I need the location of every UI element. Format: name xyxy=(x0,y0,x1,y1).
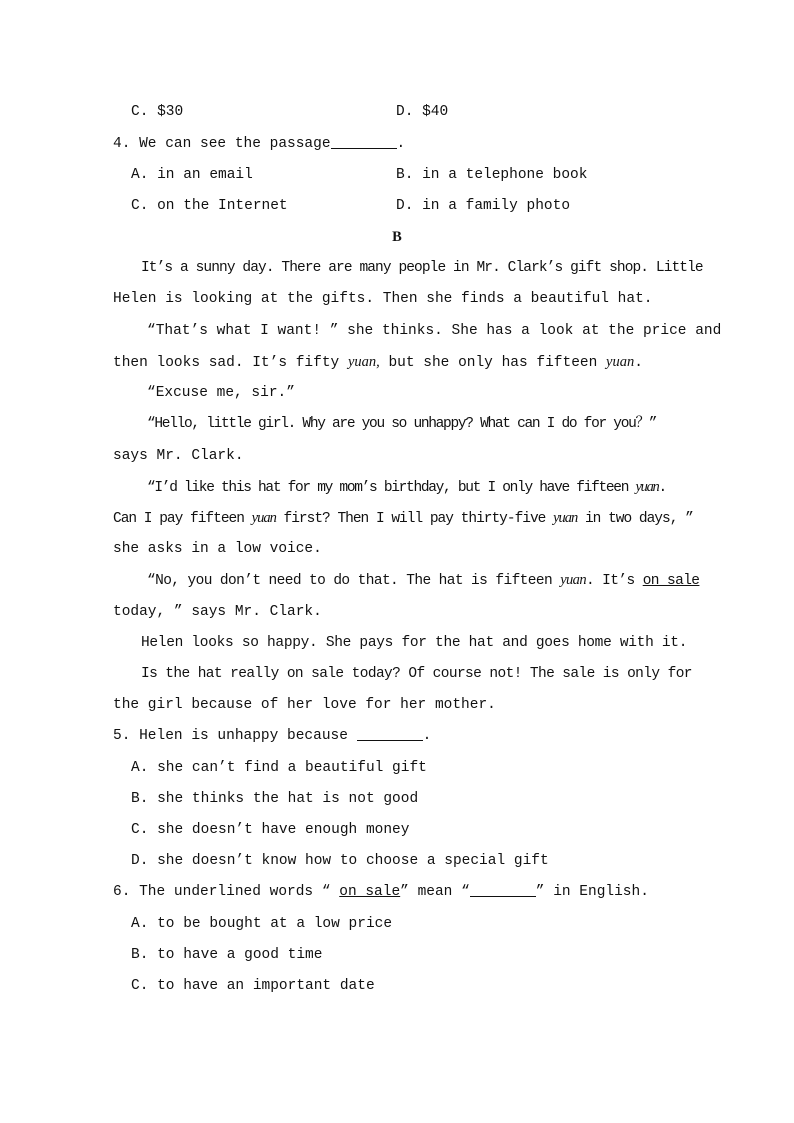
q4-option-d: D. in a family photo xyxy=(396,198,571,214)
answer-blank xyxy=(470,882,536,897)
q6-stem-end: ” in English. xyxy=(535,884,649,900)
answer-blank xyxy=(357,726,423,741)
q4-option-b: B. in a telephone book xyxy=(396,167,588,183)
q5-option-d: D. she doesn’t know how to choose a special gift xyxy=(131,853,549,869)
text-italic: yuan, xyxy=(347,354,380,370)
q4-option-a: A. in an email xyxy=(131,167,253,183)
text: . It’s xyxy=(585,573,643,589)
text: but she only has fifteen xyxy=(379,355,607,371)
q5-stem-text: 5. Helen is unhappy because xyxy=(113,728,357,744)
text-italic: yuan xyxy=(553,510,578,526)
q6-option-c: C. to have an important date xyxy=(131,978,375,994)
q3-option-d: D. $40 xyxy=(396,104,449,120)
text-italic: yuan xyxy=(251,510,276,526)
section-heading-b: B xyxy=(392,229,402,245)
passage-line xyxy=(113,352,643,373)
underlined-words: on sale xyxy=(339,884,401,900)
passage-line: Helen is looking at the gifts. Then she finds a beautiful hat. xyxy=(113,291,653,307)
q6-option-b: B. to have a good time xyxy=(131,947,323,963)
text: . xyxy=(658,480,666,496)
text: . xyxy=(634,355,643,371)
answer-blank xyxy=(331,134,397,149)
text: “I’d like this hat for my mom’s birthday, but I only have fifteen xyxy=(147,480,636,496)
q4-stem-end: . xyxy=(396,136,406,152)
passage-line xyxy=(147,477,666,498)
q5-option-a: A. she can’t find a beautiful gift xyxy=(131,760,427,776)
passage-line: Is the hat really on sale today? Of course not! The sale is only for xyxy=(141,666,692,682)
passage-line: It’s a sunny day. There are many people in Mr. Clark’s gift shop. Little xyxy=(141,260,703,276)
passage-line: “Hello, little girl. Why are you so unhappy? What can I do for you？” xyxy=(147,416,657,432)
q4-option-c: C. on the Internet xyxy=(131,198,288,214)
q5-stem xyxy=(113,726,431,746)
passage-line: today, ” says Mr. Clark. xyxy=(113,604,322,620)
underlined-words: on sale xyxy=(642,573,700,589)
text: in two days, ” xyxy=(577,511,693,527)
passage-line: the girl because of her love for her mother. xyxy=(113,697,496,713)
text-italic: yuan xyxy=(635,479,659,495)
q4-stem-text: 4. We can see the passage xyxy=(113,136,331,152)
passage-line: “Excuse me, sir.” xyxy=(147,385,295,401)
q5-option-b: B. she thinks the hat is not good xyxy=(131,791,419,807)
q5-option-c: C. she doesn’t have enough money xyxy=(131,822,410,838)
text: then looks sad. It’s fifty xyxy=(113,355,348,371)
passage-line: Helen looks so happy. She pays for the hat and goes home with it. xyxy=(141,635,688,651)
text: first? Then I will pay thirty-five xyxy=(275,511,554,527)
text-italic: yuan xyxy=(560,572,586,588)
passage-line xyxy=(147,570,699,591)
q5-stem-end: . xyxy=(422,728,432,744)
q6-stem-text: 6. The underlined words “ xyxy=(113,884,340,900)
text: “No, you don’t need to do that. The hat is fifteen xyxy=(147,573,561,589)
passage-line: “That’s what I want! ” she thinks. She has a look at the price and xyxy=(147,323,722,339)
q3-option-c: C. $30 xyxy=(131,104,184,120)
text-italic: yuan xyxy=(606,354,635,370)
passage-line xyxy=(113,508,693,529)
text: Can I pay fifteen xyxy=(113,511,252,527)
q4-stem xyxy=(113,134,405,154)
q6-stem-text: ” mean “ xyxy=(400,884,470,900)
passage-line: she asks in a low voice. xyxy=(113,541,322,557)
q6-option-a: A. to be bought at a low price xyxy=(131,916,393,932)
passage-line: says Mr. Clark. xyxy=(113,448,244,464)
q6-stem xyxy=(113,882,649,902)
